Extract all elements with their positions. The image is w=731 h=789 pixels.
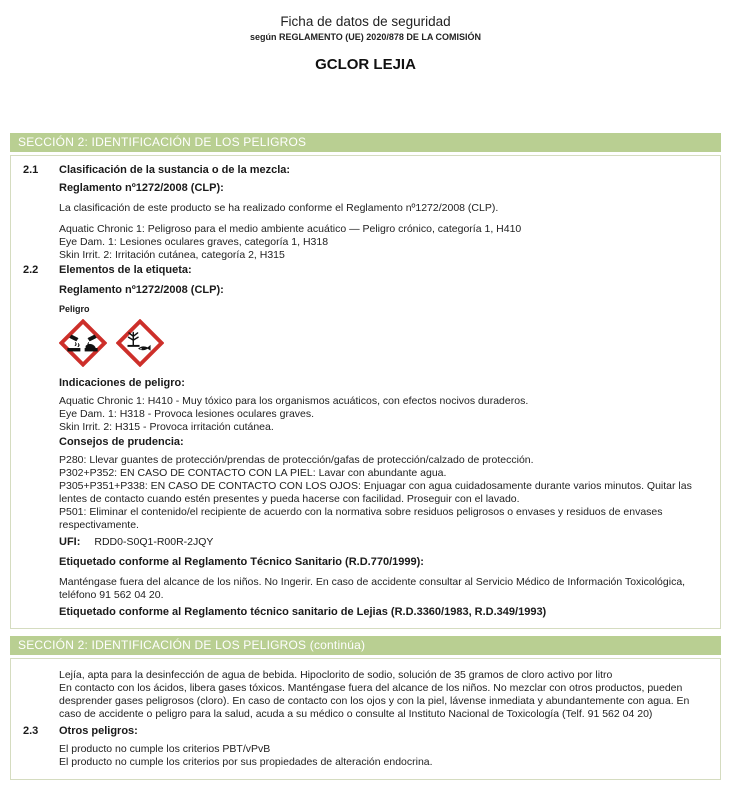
bleach-description-paragraph <box>11 669 706 721</box>
section-2-continued-content-box <box>10 658 721 780</box>
classification-list <box>11 223 706 262</box>
other-hazards-list <box>11 743 706 769</box>
subsection-2-3-heading: Otros peligros: <box>59 725 138 737</box>
labeling-rts-text: Manténgase fuera del alcance de los niños. No Ingerir. En caso de accidente consultar al Servicio Médico de Información Toxicológica, teléfono 91 562 04 20. <box>59 576 686 601</box>
section-2-content-box <box>10 155 721 629</box>
hazard-statements-heading: Indicaciones de peligro: <box>59 377 185 389</box>
other-hazards-line: El producto no cumple los criterios PBT/vPvB <box>59 743 271 755</box>
subsection-2-1 <box>11 164 706 176</box>
labeling-rts-heading: Etiquetado conforme al Reglamento Técnico Sanitario (R.D.770/1999): <box>59 556 424 568</box>
ufi-value: RDD0-S0Q1-R00R-2JQY <box>94 536 214 548</box>
precautionary-statement: P501: Eliminar el contenido/el recipiente de acuerdo con la normativa sobre residuos peligrosos o envases y residuos de envases respectivamente. <box>59 506 663 531</box>
signal-word: Peligro <box>59 304 90 314</box>
other-hazards-line: El producto no cumple los criterios por sus propiedades de alteración endocrina. <box>59 756 433 768</box>
pictogram-row <box>11 319 706 367</box>
hazard-statement: Aquatic Chronic 1: H410 - Muy tóxico para los organismos acuáticos, con efectos nocivos duraderos. <box>59 395 529 407</box>
subsection-2-2 <box>11 264 706 276</box>
hazard-statement: Eye Dam. 1: H318 - Provoca lesiones oculares graves. <box>59 408 315 420</box>
bleach-description-line1: Lejía, apta para la desinfección de agua de bebida. Hipoclorito de sodio, solución de 35 gramos de cloro activo por litro <box>59 669 613 681</box>
document-title: Ficha de datos de seguridad <box>280 14 451 29</box>
clp-regulation-subheading-2: Reglamento nº1272/2008 (CLP): <box>59 284 224 296</box>
document-subtitle: según REGLAMENTO (UE) 2020/878 DE LA COMISIÓN <box>249 32 482 42</box>
section-2-header-bar: SECCIÓN 2: IDENTIFICACIÓN DE LOS PELIGROS <box>10 133 721 152</box>
subsection-2-2-heading: Elementos de la etiqueta: <box>59 264 192 276</box>
subsection-2-1-number: 2.1 <box>23 164 39 176</box>
ghs05-corrosion-icon <box>59 319 107 367</box>
classification-item: Skin Irrit. 2: Irritación cutánea, categoría 2, H315 <box>59 249 285 261</box>
precautionary-statement: P280: Llevar guantes de protección/prendas de protección/gafas de protección/calzado de protección. <box>59 454 534 466</box>
classification-item: Eye Dam. 1: Lesiones oculares graves, categoría 1, H318 <box>59 236 329 248</box>
subsection-2-2-number: 2.2 <box>23 264 39 276</box>
ufi-row <box>11 536 706 548</box>
classification-item: Aquatic Chronic 1: Peligroso para el medio ambiente acuático — Peligro crónico, categoría 1, H410 <box>59 223 522 235</box>
ufi-label: UFI: <box>59 536 81 548</box>
ghs09-environment-icon <box>116 319 164 367</box>
labeling-lejias-heading: Etiquetado conforme al Reglamento técnico sanitario de Lejias (R.D.3360/1983, R.D.349/1993) <box>59 606 547 618</box>
precautionary-statement: P302+P352: EN CASO DE CONTACTO CON LA PIEL: Lavar con abundante agua. <box>59 467 447 479</box>
section-2-continued-header-bar: SECCIÓN 2: IDENTIFICACIÓN DE LOS PELIGROS (continúa) <box>10 636 721 655</box>
bleach-description-line2: En contacto con los ácidos, libera gases tóxicos. Manténgase fuera del alcance de los niños. No mezclar con otros productos, pueden desprender gases peligrosos (cloro). En caso de contacto con los ojos y con la piel, lávense inmediata y abundantemente con agua. En caso de accidente o peligro para la salud, acuda a su médico o consulte al Instituto Nacional de Toxicología (Telf. 91 562 04 20) <box>59 682 690 720</box>
precautionary-statements-heading: Consejos de prudencia: <box>59 436 184 448</box>
document-header <box>0 0 731 73</box>
precautionary-statements-list <box>11 454 706 532</box>
subsection-2-3-number: 2.3 <box>23 725 39 737</box>
subsection-2-3 <box>11 725 706 737</box>
hazard-statements-list <box>11 395 706 434</box>
hazard-statement: Skin Irrit. 2: H315 - Provoca irritación cutánea. <box>59 421 274 433</box>
subsection-2-1-heading: Clasificación de la sustancia o de la mezcla: <box>59 164 291 176</box>
precautionary-statement: P305+P351+P338: EN CASO DE CONTACTO CON LOS OJOS: Enjuagar con agua cuidadosamente durante varios minutos. Quitar las lentes de contacto cuando estén presentes y pueda hacerse con facilidad. Proseguir con el lavado. <box>59 480 692 505</box>
classification-intro: La clasificación de este producto se ha realizado conforme el Reglamento nº1272/2008 (CLP). <box>59 202 499 214</box>
clp-regulation-subheading-1: Reglamento nº1272/2008 (CLP): <box>59 182 224 194</box>
product-name: GCLOR LEJIA <box>315 56 416 73</box>
